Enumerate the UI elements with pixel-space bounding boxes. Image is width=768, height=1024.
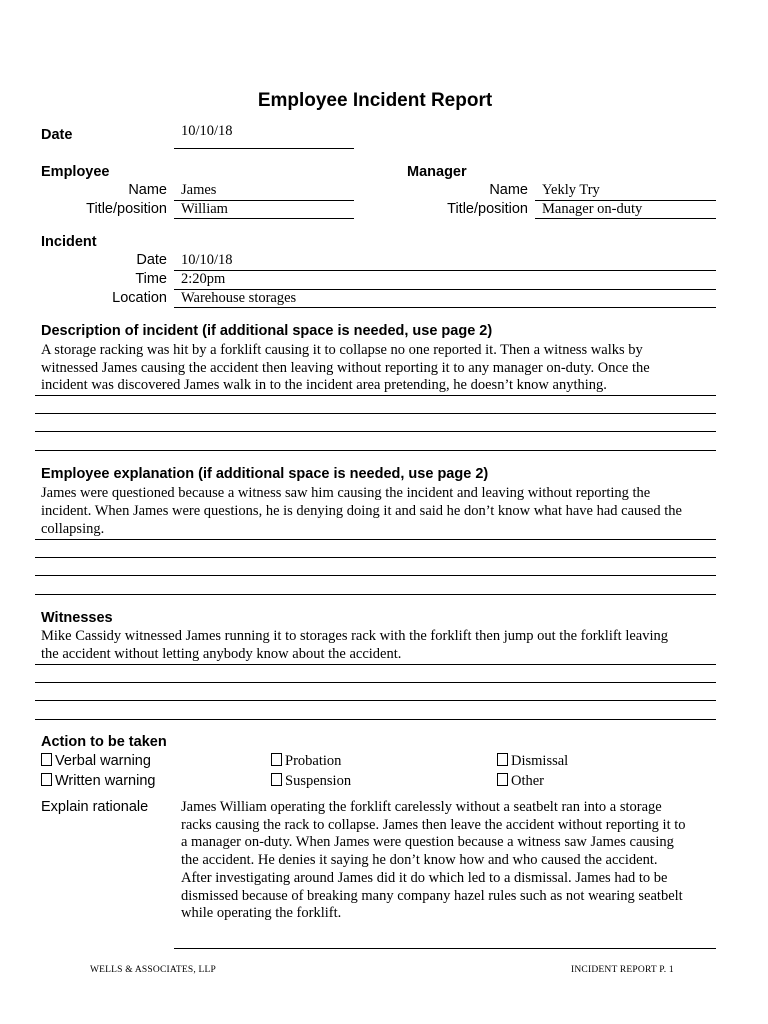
description-rule-4 (35, 450, 716, 451)
probation-label: Probation (285, 753, 342, 769)
checkbox-icon (271, 773, 282, 786)
checkbox-icon (497, 753, 508, 766)
employee-name-label: Name (128, 182, 167, 198)
report-date-label: Date (41, 127, 73, 143)
incident-date-underline (174, 270, 716, 271)
employee-title-value: William (181, 201, 228, 217)
verbal-warning-label: Verbal warning (55, 753, 151, 769)
employee-title-label: Title/position (86, 201, 167, 217)
description-heading: Description of incident (if additional space is needed, use page 2) (41, 323, 493, 339)
witnesses-line-1: Mike Cassidy witnessed James running it to storages rack with the forklift then jump out the forklift leaving (41, 628, 669, 644)
checkbox-verbal-warning[interactable] (41, 753, 151, 769)
explanation-rule-4 (35, 594, 716, 595)
explanation-rule-3 (35, 575, 716, 576)
checkbox-icon (41, 753, 52, 766)
rationale-line-5: After investigating around James did it do which led to a dismissal. James had to be (181, 870, 668, 886)
report-date-underline (174, 148, 354, 149)
rationale-line-4: the accident. He denies it saying he don’t know how and who caused the accident. (181, 852, 658, 868)
witnesses-rule-4 (35, 719, 716, 720)
checkbox-icon (497, 773, 508, 786)
rationale-line-1: James William operating the forklift carelessly without a seatbelt ran into a storage (181, 799, 662, 815)
suspension-label: Suspension (285, 773, 352, 789)
page-title: Employee Incident Report (257, 90, 493, 111)
witnesses-line-2: the accident without letting anybody know about the accident. (41, 646, 402, 662)
checkbox-other[interactable] (497, 773, 544, 790)
dismissal-label: Dismissal (511, 753, 569, 769)
rationale-line-7: while operating the forklift. (181, 905, 342, 921)
incident-date-label: Date (136, 252, 167, 268)
manager-title-label: Title/position (447, 201, 528, 217)
action-heading: Action to be taken (41, 734, 167, 750)
description-rule-3 (35, 431, 716, 432)
manager-title-underline (535, 218, 716, 219)
checkbox-dismissal[interactable] (497, 753, 568, 770)
incident-location-label: Location (112, 290, 167, 306)
checkbox-icon (271, 753, 282, 766)
manager-heading: Manager (407, 164, 467, 180)
explanation-line-1: James were questioned because a witness saw him causing the incident and leaving without reporting the (41, 485, 651, 501)
incident-location-underline (174, 307, 716, 308)
checkbox-icon (41, 773, 52, 786)
employee-heading: Employee (41, 164, 110, 180)
explanation-rule-2 (35, 557, 716, 558)
description-line-3: incident was discovered James walk in to the incident area pretending, he doesn’t know anything. (41, 377, 607, 393)
rationale-label: Explain rationale (41, 799, 149, 815)
explanation-rule-1 (35, 539, 716, 540)
witnesses-rule-2 (35, 682, 716, 683)
incident-time-label: Time (135, 271, 167, 287)
checkbox-probation[interactable] (271, 753, 341, 770)
checkbox-written-warning[interactable] (41, 773, 155, 789)
rationale-line-6: dismissed because of breaking many company hazel rules such as not wearing seatbelt (181, 888, 683, 904)
description-line-1: A storage racking was hit by a forklift causing it to collapse no one reported it. Then a witness walks by (41, 342, 643, 358)
employee-name-value: James (181, 182, 217, 198)
incident-time-value: 2:20pm (181, 271, 226, 287)
other-label: Other (511, 773, 545, 789)
incident-date-value: 10/10/18 (181, 252, 233, 268)
rationale-underline (174, 948, 716, 949)
checkbox-suspension[interactable] (271, 773, 351, 790)
employee-title-underline (174, 218, 354, 219)
manager-name-label: Name (489, 182, 528, 198)
witnesses-rule-3 (35, 700, 716, 701)
witnesses-heading: Witnesses (41, 610, 113, 626)
footer-company: WELLS & ASSOCIATES, LLP (90, 965, 216, 975)
rationale-line-2: racks causing the rack to collapse. James then leave the accident without reporting it to (181, 817, 686, 833)
description-rule-2 (35, 413, 716, 414)
incident-heading: Incident (41, 234, 97, 250)
manager-name-value: Yekly Try (542, 182, 600, 198)
rationale-line-3: a manager on-duty. When James were question because a witness saw James causing (181, 834, 674, 850)
description-line-2: witnessed James causing the accident then leaving without reporting it to any manager on-duty. Once the (41, 360, 650, 376)
explanation-line-2: incident. When James were questions, he is denying doing it and said he don’t know what have had caused the (41, 503, 682, 519)
explanation-heading: Employee explanation (if additional space is needed, use page 2) (41, 466, 489, 482)
witnesses-rule-1 (35, 664, 716, 665)
written-warning-label: Written warning (55, 773, 156, 789)
incident-location-value: Warehouse storages (181, 290, 297, 306)
description-rule-1 (35, 395, 716, 396)
explanation-line-3: collapsing. (41, 521, 105, 537)
footer-page: INCIDENT REPORT P. 1 (571, 965, 674, 975)
report-date-value: 10/10/18 (181, 123, 233, 139)
manager-title-value: Manager on-duty (542, 201, 643, 217)
